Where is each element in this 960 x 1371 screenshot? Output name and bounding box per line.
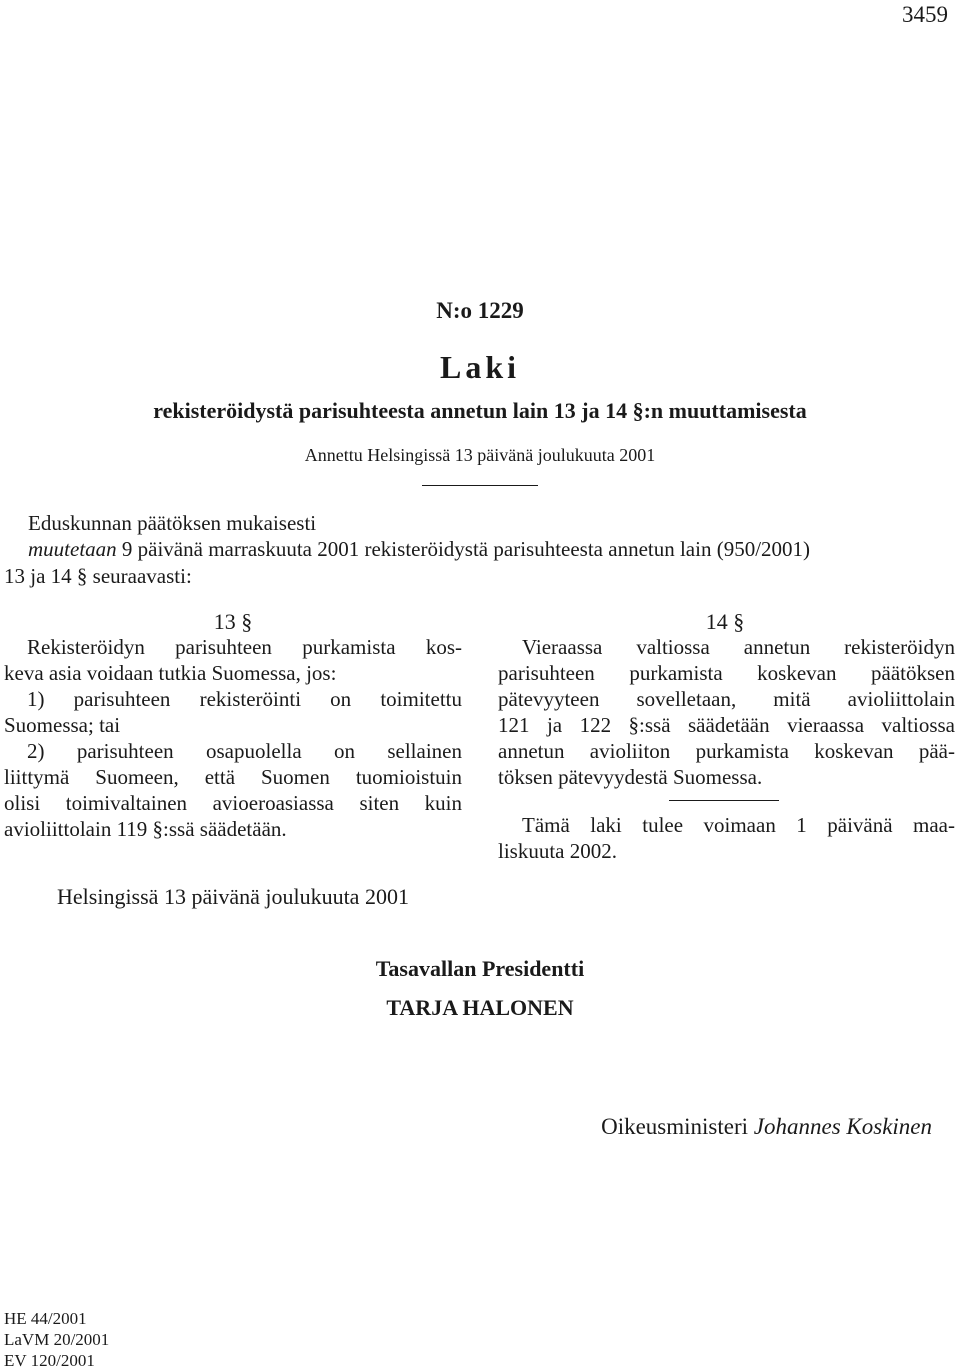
section-13-line: keva asia voidaan tutkia Suomessa, jos: — [4, 661, 337, 685]
reference-line: EV 120/2001 — [4, 1351, 95, 1370]
entry-into-force-line: Tämä laki tulee voimaan 1 päivänä maa- — [522, 813, 955, 837]
intro-line: Eduskunnan päätöksen mukaisesti — [28, 511, 317, 535]
minister-title: Oikeusministeri — [601, 1114, 749, 1139]
intro-amend-text: 9 päivänä marraskuuta 2001 rekisteröidystä parisuhteesta annetun lain (950/2001) — [116, 537, 811, 561]
statute-number: N:o 1229 — [436, 298, 524, 323]
law-heading: Laki — [439, 349, 521, 385]
entry-into-force-line: liskuuta 2002. — [498, 839, 617, 863]
intro-amend-verb: muutetaan — [28, 537, 117, 561]
section-13-line: avioliittolain 119 §:ssä säädetään. — [4, 817, 287, 841]
president-name: TARJA HALONEN — [386, 995, 574, 1020]
section-14-line: annetun avioliiton purkamista koskevan pää- — [498, 739, 955, 763]
section-14-line: pätevyyteen sovelletaan, mitä avioliittolain — [498, 687, 955, 711]
intro-line: 13 ja 14 § seuraavasti: — [4, 564, 192, 588]
minister-signature — [601, 1114, 932, 1140]
section-14-line: Vieraassa valtiossa annetun rekisteröidyn — [522, 635, 955, 659]
section-14-line: töksen pätevyydestä Suomessa. — [498, 765, 763, 789]
section-13-line: Suomessa; tai — [4, 713, 121, 737]
given-line: Annettu Helsingissä 13 päivänä joulukuuta 2001 — [304, 445, 656, 465]
minister-name: Johannes Koskinen — [753, 1114, 932, 1139]
divider-rule — [669, 800, 779, 801]
divider-rule — [422, 485, 538, 486]
section-13-line: liittymä Suomeen, että Suomen tuomioistuin — [4, 765, 462, 789]
section-14-line: 121 ja 122 §:ssä säädetään vieraassa valtiossa — [498, 713, 955, 737]
section-14-heading: 14 § — [705, 609, 745, 634]
president-title: Tasavallan Presidentti — [375, 956, 585, 981]
section-13-line: olisi toimivaltainen avioeroasiassa siten kuin — [4, 791, 462, 815]
signing-place-date: Helsingissä 13 päivänä joulukuuta 2001 — [57, 884, 409, 909]
section-13-line: 1) parisuhteen rekisteröinti on toimitettu — [27, 687, 462, 711]
section-13-line: Rekisteröidyn parisuhteen purkamista kos- — [27, 635, 462, 659]
reference-line: HE 44/2001 — [4, 1309, 87, 1328]
section-13-heading: 13 § — [213, 609, 253, 634]
intro-line — [28, 537, 810, 562]
section-14-line: parisuhteen purkamista koskevan päätöksen — [498, 661, 955, 685]
section-13-line: 2) parisuhteen osapuolella on sellainen — [27, 739, 462, 763]
reference-line: LaVM 20/2001 — [4, 1330, 110, 1349]
page-number: 3459 — [902, 2, 948, 27]
law-title: rekisteröidystä parisuhteesta annetun lain 13 ja 14 §:n muuttamisesta — [153, 398, 807, 423]
